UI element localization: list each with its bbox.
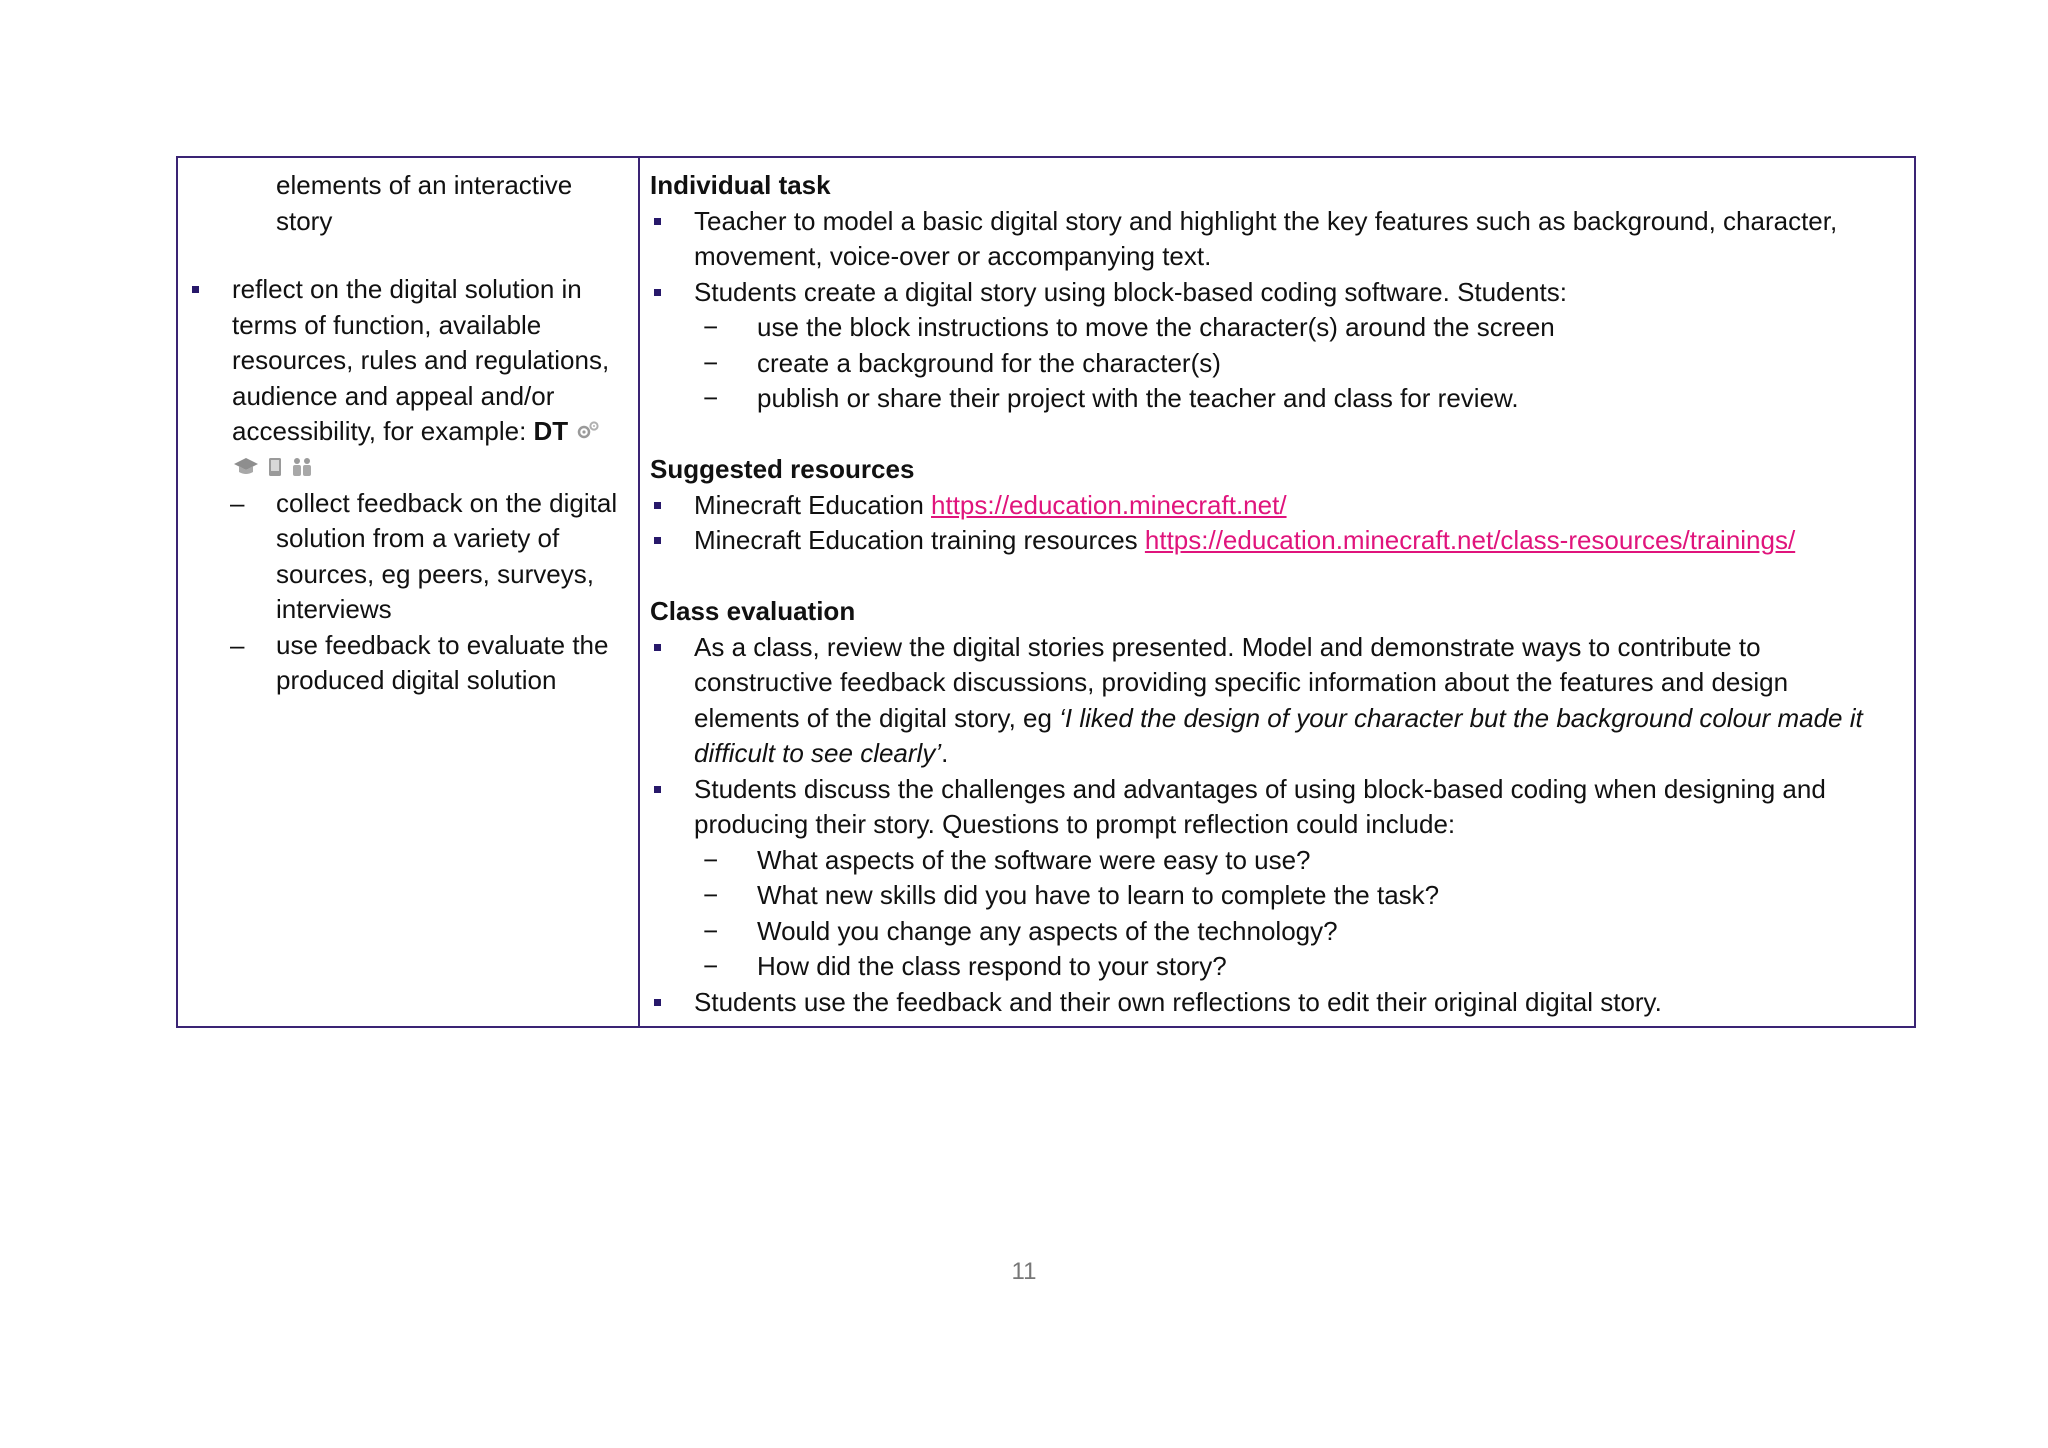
resource-item — [650, 523, 1914, 559]
quote-text: ‘I liked the design of your character but the background colour made it — [1059, 702, 1863, 733]
gears-icon — [575, 415, 601, 451]
reflect-line: reflect on the digital solution in — [232, 274, 582, 304]
reflect-last-prefix: accessibility, for example: — [232, 416, 534, 446]
question-item — [650, 914, 1914, 950]
question-line: What aspects of the software were easy to use? — [757, 844, 1311, 875]
sub-item-line: interviews — [276, 594, 392, 625]
minecraft-education-link[interactable]: https://education.minecraft.net/ — [931, 489, 1287, 520]
bullet-marker — [654, 786, 661, 793]
dash-marker: − — [703, 844, 719, 875]
bullet-marker — [654, 537, 661, 544]
list-item-line: constructive feedback discussions, providing specific information about the features and design — [694, 667, 1789, 697]
list-item-line: As a class, review the digital stories presented. Model and demonstrate ways to contribute to — [694, 631, 1761, 662]
sub-item-line: publish or share their project with the teacher and class for review. — [757, 383, 1519, 413]
reflect-list-item — [178, 272, 638, 699]
list-item-line: Students use the feedback and their own reflections to edit their original digital story. — [694, 986, 1662, 1017]
question-line: What new skills did you have to learn to complete the task? — [757, 880, 1440, 910]
bullet-marker — [654, 218, 661, 225]
continuation-line: elements of an interactive — [276, 170, 573, 200]
sub-item-line: solution from a variety of — [276, 523, 560, 554]
dash-marker: − — [703, 915, 719, 946]
sub-list-item — [650, 381, 1914, 417]
resource-label: Minecraft Education — [694, 489, 932, 520]
reflect-last-line — [232, 414, 638, 451]
text-span: elements of the digital story, eg — [694, 702, 1060, 733]
people-icon — [290, 452, 314, 488]
question-line: How did the class respond to your story? — [757, 951, 1227, 981]
sub-item-line: collect feedback on the digital — [276, 487, 618, 518]
list-item-line — [694, 736, 1914, 772]
list-item-line: producing their story. Questions to prompt reflection could include: — [694, 809, 1456, 839]
dash-marker: − — [703, 951, 719, 981]
page-number: 11 — [1011, 1258, 1037, 1285]
list-item — [650, 275, 1914, 311]
sub-item-line: use the block instructions to move the character(s) around the screen — [757, 312, 1555, 342]
list-item — [650, 985, 1914, 1021]
question-item — [650, 843, 1914, 879]
bullet-marker — [192, 286, 199, 293]
list-item-line: Students create a digital story using block-based coding software. Students: — [694, 276, 1567, 307]
bullet-marker — [654, 999, 661, 1006]
device-icon — [267, 452, 283, 488]
text-span: . — [941, 738, 949, 768]
bullet-marker — [654, 502, 661, 509]
sub-list-item — [178, 486, 638, 628]
sub-list-item — [650, 310, 1914, 346]
sub-list-item — [178, 628, 638, 699]
list-item — [650, 630, 1914, 772]
suggested-resources-heading: Suggested resources — [650, 454, 915, 484]
dash-marker: − — [703, 880, 719, 910]
resource-item — [650, 488, 1914, 524]
reflect-line: audience and appeal and/or — [232, 380, 555, 411]
resource-label: Minecraft Education training resources — [694, 525, 1145, 555]
bullet-marker — [654, 289, 661, 296]
list-item-line: movement, voice-over or accompanying text. — [694, 241, 1212, 271]
graduation-cap-icon — [232, 452, 260, 488]
continuation-line: story — [276, 205, 333, 236]
dash-marker: – — [230, 629, 245, 660]
quote-text: difficult to see clearly’ — [694, 738, 942, 768]
sub-item-line: use feedback to evaluate the — [276, 629, 609, 660]
reflect-line: resources, rules and regulations, — [232, 345, 610, 375]
bullet-marker — [654, 644, 661, 651]
dash-marker: − — [703, 347, 719, 378]
dash-marker: − — [703, 312, 719, 342]
question-item — [650, 878, 1914, 914]
sub-list-item — [650, 346, 1914, 382]
question-line: Would you change any aspects of the technology? — [757, 915, 1338, 946]
content-table — [176, 156, 1916, 1028]
list-item-line — [694, 701, 1914, 737]
dash-marker: – — [230, 487, 245, 518]
sub-item-line: sources, eg peers, surveys, — [276, 558, 594, 589]
reflect-line: terms of function, available — [232, 309, 542, 340]
capability-icons-row — [232, 451, 638, 486]
individual-task-heading: Individual task — [650, 170, 831, 200]
dash-marker: − — [703, 383, 719, 413]
left-column — [178, 158, 640, 1026]
sub-item-line: create a background for the character(s) — [757, 347, 1221, 378]
list-item — [650, 204, 1914, 275]
right-column — [640, 158, 1914, 1026]
sub-item-line: produced digital solution — [276, 665, 557, 696]
class-evaluation-heading: Class evaluation — [650, 596, 856, 626]
list-item — [650, 772, 1914, 843]
question-item — [650, 949, 1914, 985]
training-resources-link[interactable]: https://education.minecraft.net/class-resources/trainings/ — [1144, 525, 1796, 555]
list-item-line: Students discuss the challenges and advantages of using block-based coding when designing and — [694, 773, 1826, 804]
list-item-line: Teacher to model a basic digital story and highlight the key features such as background, character, — [694, 205, 1838, 236]
dt-label: DT — [533, 416, 569, 446]
